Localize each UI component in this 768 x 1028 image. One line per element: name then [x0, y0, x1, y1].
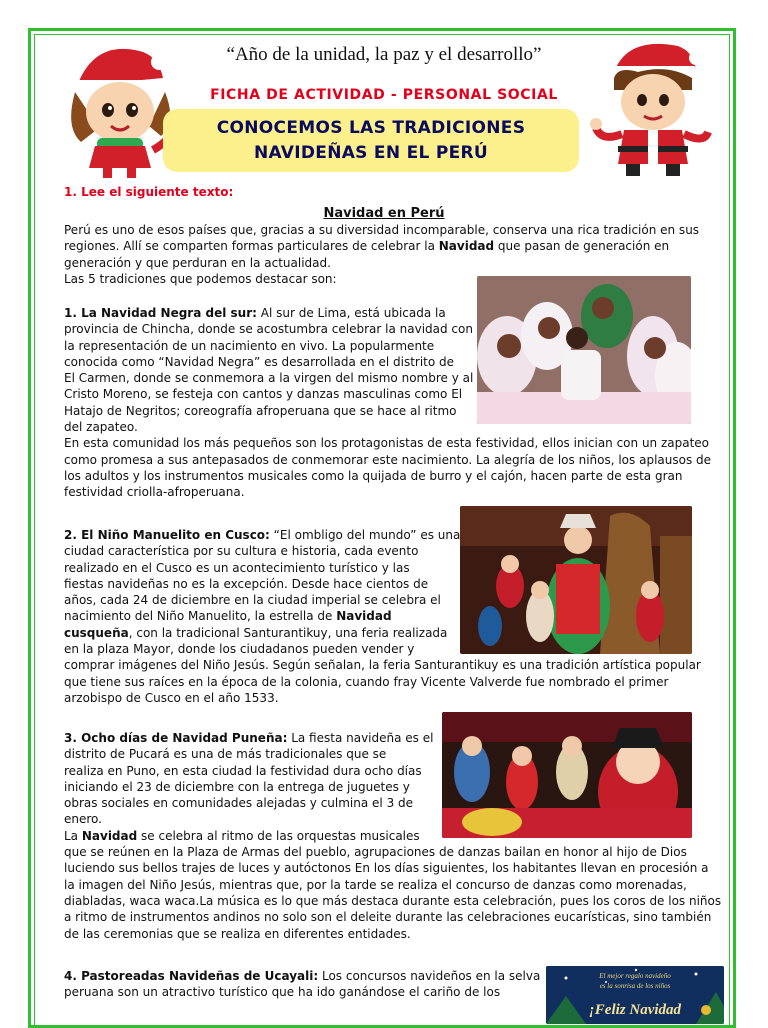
- intro-line: Las 5 tradiciones que podemos destacar son:: [64, 271, 337, 286]
- trad2-heading: 2. El Niño Manuelito en Cusco:: [64, 528, 270, 542]
- trad1-paragraph: 1. La Navidad Negra del sur: Al sur de Lima, está ubicada la provincia de Chincha, donde se acostumbra celebrar la navidad con la representación de un nacimiento en vivo. La popularmente conocida como “Navidad Negra” es desarrollada en el distrito de El Carmen, donde se conmemora a la virgen del mismo nombre y al Cristo Moreno, se festeja con cantos y danzas masculinas como El Hatajo de Negritos; coreografía afroperuana que se hace al ritmo del zapateo. En esta comunidad los más pequeños son los protagonistas de esta festividad, ellos inician con un zapateo como promesa a sus antepasados de conmemorar este nacimiento. La alegría de los niños, los aplausos de los adultos y los instrumentos musicales como la quijada de burro y el cajón, hacen parte de esta gran festividad criolla-afroperuana.: [64, 306, 712, 500]
- intro-line: regiones. Allí se comparten formas particulares de celebrar la Navidad que pasan de generación en: [64, 239, 670, 254]
- page-title: [163, 109, 579, 172]
- trad3-paragraph: 3. Ocho días de Navidad Puneña: La fiesta navideña es el distrito de Pucará es una de más tradicionales que se realiza en Puno, en esta ciudad la festividad dura ocho días iniciando el 23 de diciembre con la entrega de juguetes y obras sociales en comunidades alejadas y culmina el 3 de enero. La Navidad se celebra al ritmo de las orquestas musicales que se reúnen en la Plaza de Armas del pueblo, agrupaciones de danzas bailan en honor al hijo de Dios luciendo sus bellos trajes de luces y autóctonos En los días siguientes, los habitantes llevan en procesión a la imagen del Niño Jesús, mientras que, por la tarde se realiza el concurso de danzas como morenadas, diabladas, waca waca.La música es lo que más destaca durante esta celebración, pues los coros de los niños a ritmo de instrumentos andinos no solo son el deleite durante las celebraciones eucarísticas, sino también de las ceremonias que se realiza en diferentes entidades.: [64, 731, 722, 941]
- card-line-1: El mejor regalo navideño: [599, 972, 671, 980]
- title-line-2: NAVIDEÑAS EN EL PERÚ: [253, 143, 489, 163]
- trad2-paragraph: 2. El Niño Manuelito en Cusco: “El ombligo del mundo” es una ciudad característica por su cultura e historia, cada evento realizado en el Cusco es un acontecimiento turístico y las fiestas navideñas no es la excepción. Desde hace cientos de años, cada 24 de diciembre en la ciudad imperial se celebra el nacimiento del Niño Manuelito, la estrella de Navidad cusqueña, con la tradicional Santurantikuy, una feria realizada en la plaza Mayor, donde los ciudadanos pueden vender y comprar imágenes del Niño Jesús. Según señalan, la feria Santurantikuy es una tradición artística popular que tiene sus raíces en la época de la colonia, cuando fray Vicente Valverde fue nombrado el primer arzobispo de Cusco en el año 1533.: [64, 528, 701, 705]
- trad4-paragraph: 4. Pastoreadas Navideñas de Ucayali: Los concursos navideños en la selva peruana son un atractivo turístico que ha ido ganándose el cariño de los: [64, 969, 541, 1000]
- intro-line: generación y que perduran en la actualidad.: [64, 255, 331, 270]
- year-motto: “Año de la unidad, la paz y el desarrollo”: [226, 44, 542, 65]
- reading-instruction: 1. Lee el siguiente texto:: [64, 185, 234, 199]
- trad4-heading: 4. Pastoreadas Navideñas de Ucayali:: [64, 969, 319, 983]
- intro-line: Perú es uno de esos países que, gracias a su diversidad incomparable, conserva una rica tradición en sus: [64, 223, 700, 237]
- card-line-2: es la sonrisa de los niños: [599, 982, 671, 990]
- title-line-1: CONOCEMOS LAS TRADICIONES: [216, 118, 526, 138]
- trad1-heading: 1. La Navidad Negra del sur:: [64, 306, 257, 320]
- feliz-navidad-card: [546, 966, 724, 1024]
- card-greeting: ¡Feliz Navidad: [588, 1002, 682, 1018]
- trad3-heading: 3. Ocho días de Navidad Puneña:: [64, 731, 288, 745]
- worksheet-label: FICHA DE ACTIVIDAD - PERSONAL SOCIAL: [210, 87, 558, 103]
- text-title: Navidad en Perú: [323, 206, 445, 221]
